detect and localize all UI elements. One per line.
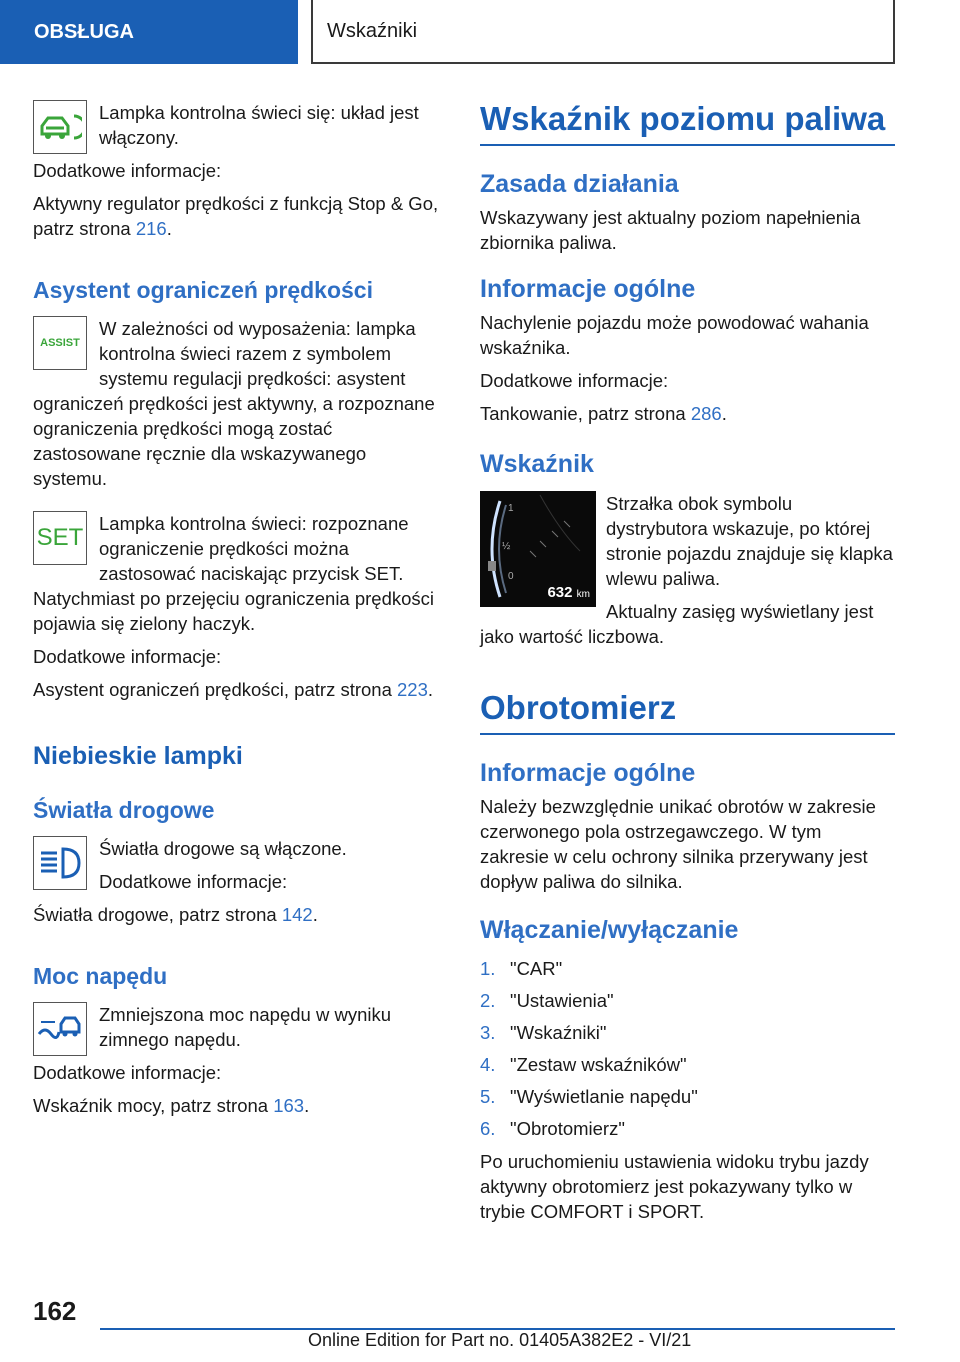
toggle-heading: Włączanie/wyłączanie bbox=[480, 916, 739, 944]
high-beam-ref-link[interactable]: 142 bbox=[281, 904, 313, 925]
gauge-range bbox=[547, 584, 590, 601]
set-ref-text: Asystent ograniczeń prędkości, patrz strona bbox=[33, 679, 392, 700]
gauge-range-value: 632 bbox=[547, 584, 573, 601]
general-ref-text: Tankowanie, patrz strona bbox=[480, 403, 686, 424]
assist-text: W zależności od wyposażenia: lampka kontrolna świeci razem z symbolem systemu regulacji prędkości: asystent ograniczeń prędkości jest aktywny, a rozpoznane ograniczenia prędkości mogą zostać zastosowane ręcznie dla wskazywanego systemu. bbox=[33, 318, 435, 489]
tacho-general-heading: Informacje ogólne bbox=[480, 759, 696, 787]
toggle-text: Po uruchomieniu ustawienia widoku trybu jazdy aktywny obrotomierz jest pokazywany tylko w trybie COMFORT i SPORT. bbox=[480, 1151, 869, 1222]
general-more: Dodatkowe informacje: bbox=[480, 370, 669, 391]
tacho-general-text: Należy bezwzględnie unikać obrotów w zakresie czerwonego pola ostrzegawczego. W tym zakresie w celu ochrony silnika przerywany jest dopływ paliwa do silnika. bbox=[480, 796, 876, 892]
header-section-label: OBSŁUGA bbox=[34, 20, 134, 43]
set-block bbox=[33, 511, 445, 702]
fuel-gauge-image bbox=[480, 491, 596, 607]
list-item: 6. "Obrotomierz" bbox=[480, 1118, 625, 1139]
indicator-text2: Aktualny zasięg wyświetlany jest jako wartość liczbowa. bbox=[480, 601, 874, 647]
assist-block bbox=[33, 316, 445, 491]
high-beam-ref-text: Światła drogowe, patrz strona bbox=[33, 904, 277, 925]
cruise-control-icon bbox=[33, 100, 87, 154]
power-heading: Moc napędu bbox=[33, 963, 168, 989]
power-text: Zmniejszona moc napędu w wyniku zimnego napędu. bbox=[99, 1004, 392, 1050]
cruise-text: Lampka kontrolna świeci się: układ jest włączony. bbox=[99, 102, 419, 148]
indicator-block bbox=[480, 491, 895, 649]
list-item: 1. "CAR" bbox=[480, 958, 563, 979]
high-beam-ref: Światła drogowe, patrz strona 142. bbox=[33, 904, 318, 925]
list-item: 4. "Zestaw wskaźników" bbox=[480, 1054, 687, 1075]
gauge-mark-half: ½ bbox=[502, 541, 511, 552]
assist-heading: Asystent ograniczeń prędkości bbox=[33, 277, 373, 303]
high-beam-heading: Światła drogowe bbox=[33, 797, 215, 823]
cruise-ref: Aktywny regulator prędkości z funkcją Stop & Go, patrz strona 216. bbox=[33, 193, 439, 239]
list-item: 3. "Wskaźniki" bbox=[480, 1022, 607, 1043]
set-ref: Asystent ograniczeń prędkości, patrz strona 223. bbox=[33, 679, 434, 700]
header-chapter bbox=[311, 0, 895, 64]
steps-list bbox=[480, 953, 895, 1145]
cruise-block bbox=[33, 100, 445, 241]
cruise-more: Dodatkowe informacje: bbox=[33, 160, 222, 181]
header-section bbox=[0, 0, 298, 64]
power-ref-link[interactable]: 163 bbox=[273, 1095, 305, 1116]
principle-text: Wskazywany jest aktualny poziom napełnienia zbiornika paliwa. bbox=[480, 207, 861, 253]
set-text: Lampka kontrolna świeci: rozpoznane ograniczenie prędkości można zastosować naciskając przycisk SET. Natychmiast po przejęciu ograniczenia prędkości pojawia się zielony haczyk. bbox=[33, 513, 435, 634]
power-ref-text: Wskaźnik mocy, patrz strona bbox=[33, 1095, 269, 1116]
set-icon-label: SET bbox=[36, 524, 84, 551]
general-ref: Tankowanie, patrz strona 286. bbox=[480, 403, 727, 424]
general-heading: Informacje ogólne bbox=[480, 275, 696, 303]
fuel-title: Wskaźnik poziomu paliwa bbox=[480, 100, 895, 146]
assist-icon bbox=[33, 316, 87, 370]
gauge-mark-empty: 0 bbox=[508, 571, 514, 582]
high-beam-icon bbox=[33, 836, 87, 890]
indicator-text: Strzałka obok symbolu dystrybutora wskazuje, po której stronie pojazdu znajduje się klapka wlewu paliwa. bbox=[606, 493, 893, 589]
assist-icon-label: ASSIST bbox=[40, 337, 80, 349]
set-icon bbox=[33, 511, 87, 565]
header-chapter-label: Wskaźniki bbox=[327, 19, 418, 42]
power-block bbox=[33, 1002, 445, 1118]
tacho-title: Obrotomierz bbox=[480, 689, 895, 735]
power-ref: Wskaźnik mocy, patrz strona 163. bbox=[33, 1095, 310, 1116]
footer-edition: Online Edition for Part no. 01405A382E2 - VI/21 bbox=[308, 1330, 692, 1350]
general-text: Nachylenie pojazdu może powodować wahania wskaźnika. bbox=[480, 312, 869, 358]
reduced-power-icon bbox=[33, 1002, 87, 1056]
power-more: Dodatkowe informacje: bbox=[33, 1062, 222, 1083]
high-beam-more: Dodatkowe informacje: bbox=[99, 871, 288, 892]
high-beam-block bbox=[33, 836, 445, 927]
left-column bbox=[33, 100, 445, 1118]
high-beam-text: Światła drogowe są włączone. bbox=[99, 838, 347, 859]
principle-heading: Zasada działania bbox=[480, 170, 679, 198]
gauge-mark-full: 1 bbox=[508, 503, 514, 514]
set-ref-link[interactable]: 223 bbox=[397, 679, 428, 700]
list-item: 5. "Wyświetlanie napędu" bbox=[480, 1086, 698, 1107]
gauge-range-unit: km bbox=[576, 589, 590, 600]
page-number: 162 bbox=[33, 1296, 77, 1326]
list-item: 2. "Ustawienia" bbox=[480, 990, 614, 1011]
set-more: Dodatkowe informacje: bbox=[33, 646, 222, 667]
cruise-ref-text: Aktywny regulator prędkości z funkcją Stop & Go, patrz strona bbox=[33, 193, 439, 239]
general-ref-link[interactable]: 286 bbox=[690, 403, 722, 424]
right-column bbox=[480, 100, 895, 1224]
cruise-ref-link[interactable]: 216 bbox=[135, 218, 167, 239]
blue-lamps-heading: Niebieskie lampki bbox=[33, 742, 243, 770]
indicator-heading: Wskaźnik bbox=[480, 450, 594, 478]
